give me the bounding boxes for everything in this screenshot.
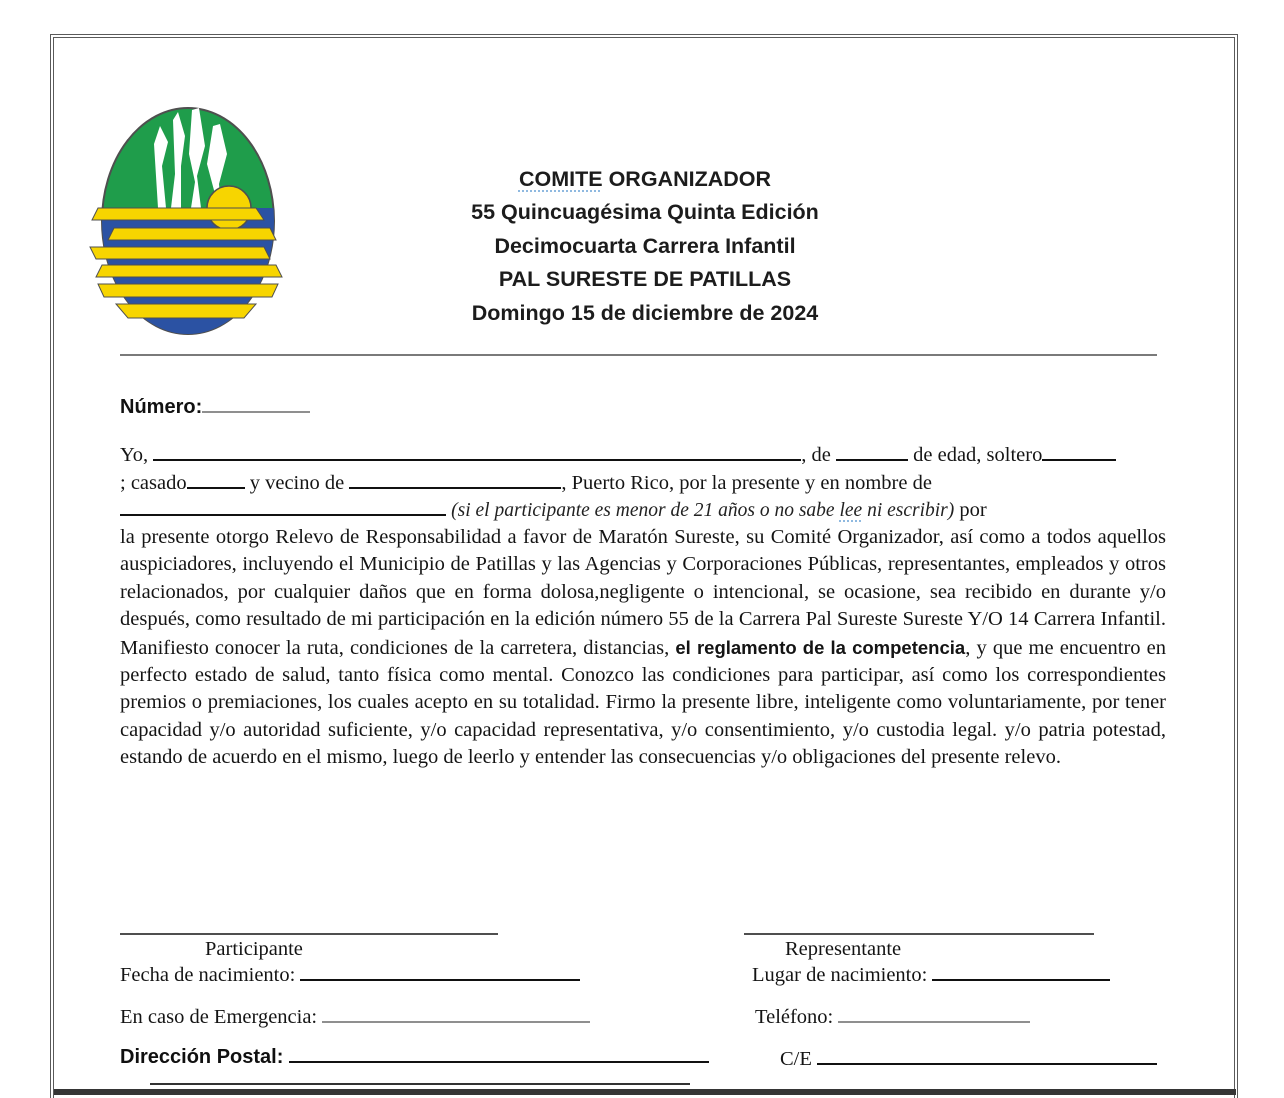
ce-blank bbox=[817, 1063, 1157, 1065]
name-blank bbox=[153, 459, 801, 461]
direccion-postal-second-line bbox=[150, 1083, 690, 1085]
minor-note-italic: (si el participante es menor de 21 años o no sabe lee ni escribir) bbox=[451, 500, 955, 521]
direccion-postal-row bbox=[120, 1046, 709, 1069]
intro-vecino-label: y vecino de bbox=[249, 471, 345, 494]
telefono-row bbox=[755, 1006, 1030, 1029]
cutoff-bottom-bar bbox=[54, 1089, 1236, 1095]
fecha-nacimiento-row bbox=[120, 964, 580, 987]
intro-line-3 bbox=[120, 497, 1170, 525]
direccion-postal-label: Dirección Postal: bbox=[120, 1046, 284, 1068]
maraton-sureste-logo-icon bbox=[88, 104, 288, 338]
direccion-postal-blank bbox=[289, 1061, 709, 1063]
intro-fill-lines bbox=[120, 442, 1170, 525]
intro-edad-soltero-label: de edad, soltero bbox=[913, 444, 1043, 466]
document-header bbox=[290, 163, 1000, 330]
intro-casado-label: ; casado bbox=[120, 471, 187, 494]
header-comite-word: COMITE bbox=[518, 167, 603, 191]
numero-row bbox=[120, 396, 310, 419]
ce-row bbox=[780, 1048, 1157, 1071]
intro-line-2 bbox=[120, 470, 1170, 498]
numero-label: Número: bbox=[120, 396, 203, 418]
header-line-fecha: Domingo 15 de diciembre de 2024 bbox=[471, 300, 819, 325]
header-line-pal-sureste: PAL SURESTE DE PATILLAS bbox=[498, 267, 792, 292]
nombre-de-blank bbox=[120, 514, 446, 516]
telefono-blank bbox=[838, 1021, 1030, 1023]
emergencia-row bbox=[120, 1006, 590, 1029]
header-line-carrera-infantil: Decimocuarta Carrera Infantil bbox=[494, 233, 796, 258]
intro-line-1 bbox=[120, 442, 1170, 470]
soltero-blank bbox=[1042, 459, 1116, 461]
release-text-part1: la presente otorgo Relevo de Responsabilidad a favor de Maratón Sureste, su Comité Organizador, así como a todos aquellos auspiciadores, incluyendo el Municipio de Patillas y las Agencias y Corporaciones Públicas, representantes, empleados y otros relacionados, por cualquier daños que en forma dolosa,negligente o intencional, se ocasione, sea recibido en durante y/o después, como resultado de mi participación en la edición número 55 de la Carrera Pal Sureste Sureste Y/O 14 Carrera Infantil. Manifiesto conocer la ruta, condiciones de la carretera, distancias, bbox=[120, 526, 1166, 659]
release-text-part2: , y que me encuentro en perfecto estado de salud, tanto física como mental. Conozco las condiciones para participar, así como los correspondientes premios o premiaciones, los cuales acepto en su totalidad. Firmo la presente libre, inteligente como voluntariamente, por tener capacidad y/o autoridad suficiente, y/o capacidad representativa, y/o consentimiento, y/o custodia legal. y/o patria potestad, estando de acuerdo en el mismo, luego de leerlo y entender las consecuencias y/o obligaciones del presente relevo. bbox=[120, 636, 1166, 769]
header-line-edicion: 55 Quincuagésima Quinta Edición bbox=[471, 200, 819, 225]
representative-signature-line bbox=[744, 933, 1094, 935]
vecino-blank bbox=[349, 487, 561, 489]
fecha-nacimiento-blank bbox=[300, 979, 580, 981]
participante-label: Participante bbox=[205, 938, 303, 960]
ce-label: C/E bbox=[780, 1048, 812, 1070]
fecha-nacimiento-label: Fecha de nacimiento: bbox=[120, 964, 296, 986]
representante-label: Representante bbox=[785, 938, 902, 960]
logo-svg bbox=[88, 104, 288, 338]
intro-puerto-rico-label: , Puerto Rico, por la presente y en nombre de bbox=[561, 471, 932, 494]
lugar-nacimiento-blank bbox=[932, 979, 1110, 981]
participant-signature-line bbox=[120, 933, 498, 935]
intro-de-label: , de bbox=[801, 444, 831, 466]
header-divider-line bbox=[120, 354, 1157, 356]
numero-blank bbox=[202, 411, 310, 413]
intro-yo-label: Yo, bbox=[120, 444, 149, 466]
emergencia-blank bbox=[322, 1021, 590, 1023]
lugar-nacimiento-label: Lugar de nacimiento: bbox=[752, 964, 928, 986]
intro-por-label: por bbox=[954, 499, 987, 521]
age-blank bbox=[836, 459, 908, 461]
emergencia-label: En caso de Emergencia: bbox=[120, 1006, 318, 1028]
lugar-nacimiento-row bbox=[752, 964, 1110, 987]
header-line-comite: COMITE ORGANIZADOR bbox=[518, 167, 772, 191]
release-paragraph bbox=[120, 524, 1166, 772]
casado-blank bbox=[187, 487, 245, 489]
lee-misspelling: lee bbox=[839, 500, 863, 521]
telefono-label: Teléfono: bbox=[755, 1006, 834, 1028]
release-bold-phrase: el reglamento de la competencia bbox=[675, 636, 966, 658]
